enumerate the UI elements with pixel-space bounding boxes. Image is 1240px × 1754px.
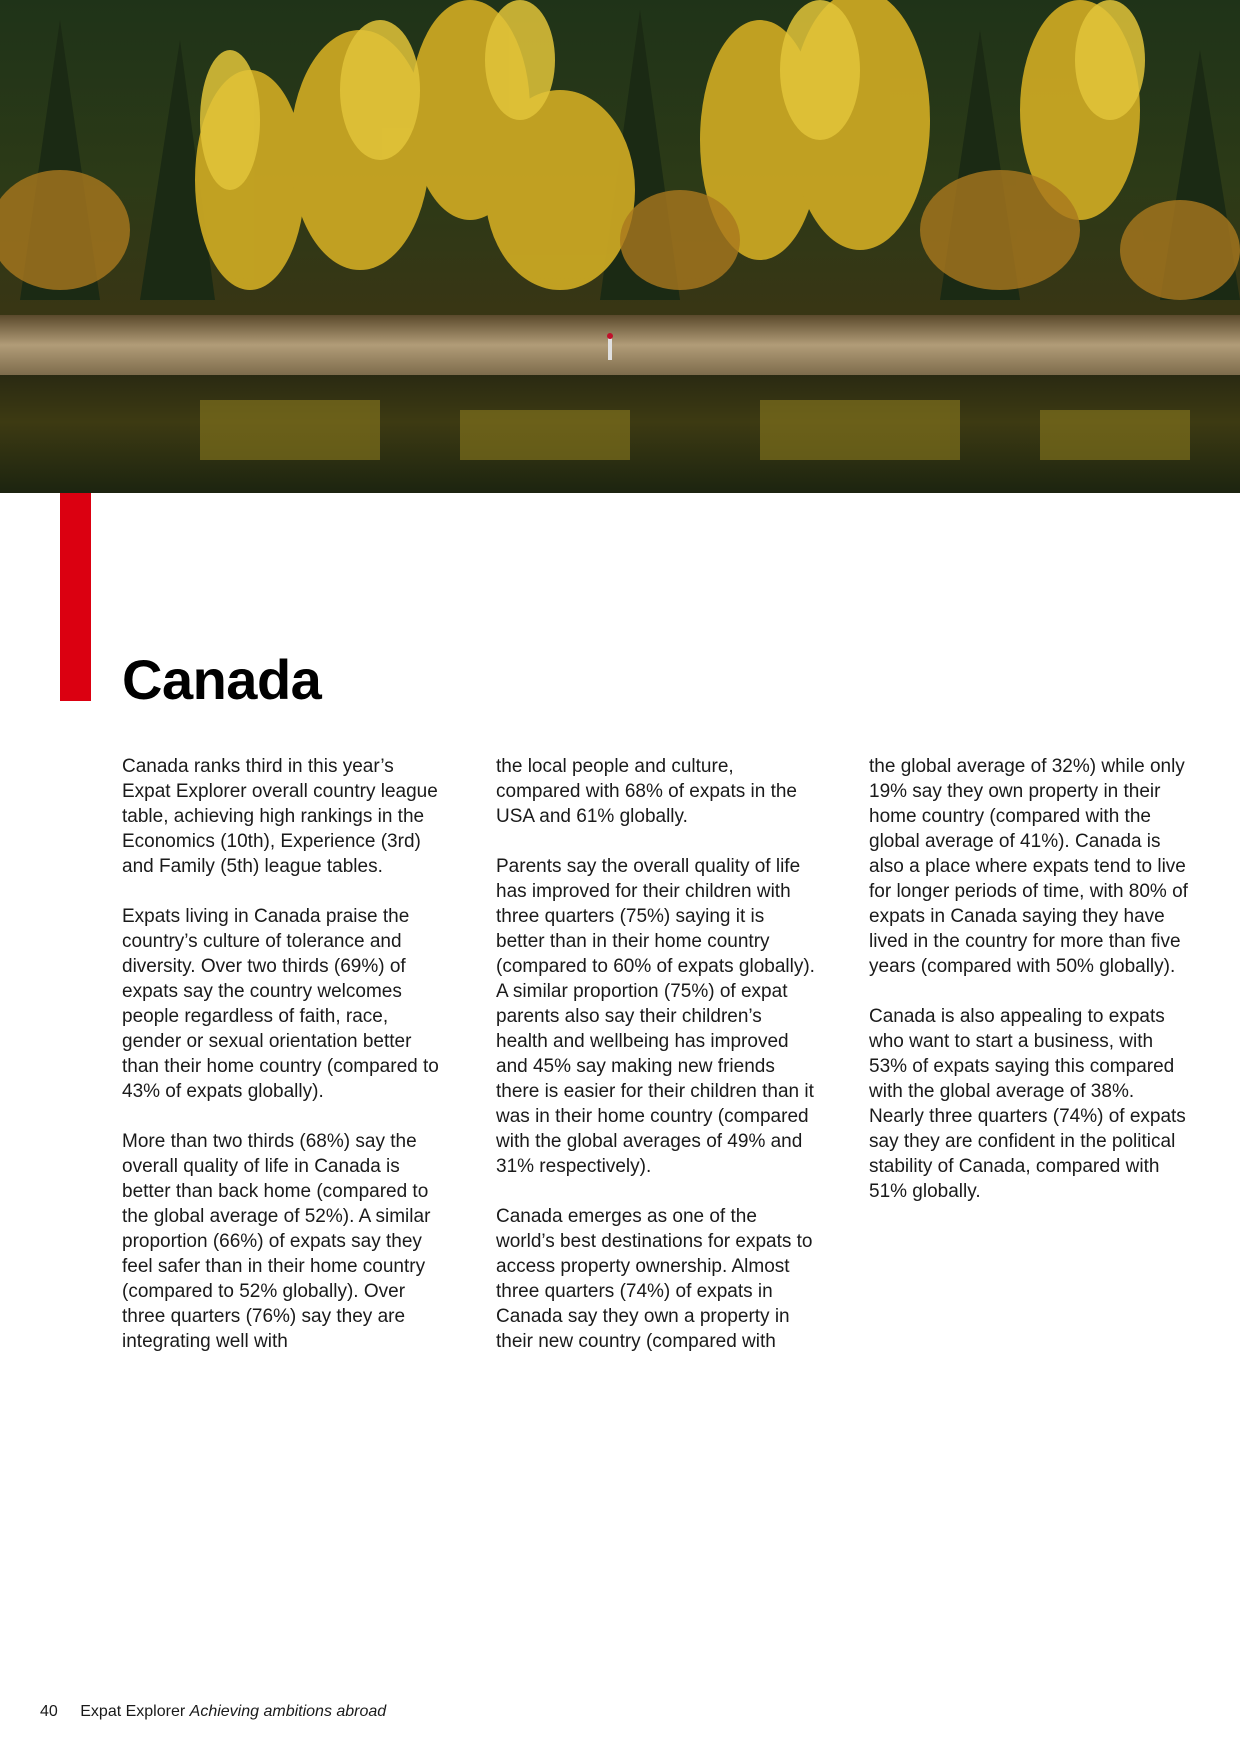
text-column-1	[122, 754, 442, 1379]
paragraph: Canada is also appealing to expats who want to start a business, with 53% of expats saying this compared with the global average of 38%. Nearly three quarters (74%) of expats say they are confident in the political stability of Canada, compared with 51% globally.	[869, 1006, 1186, 1202]
publication-subtitle: Achieving ambitions abroad	[189, 1703, 387, 1720]
text-column-3	[869, 754, 1189, 1229]
hero-photo	[0, 0, 1240, 493]
paragraph: Canada ranks third in this year’s Expat Explorer overall country league table, achieving high rankings in the Economics (10th), Experience (3rd) and Family (5th) league tables.	[122, 756, 438, 877]
page-number: 40	[40, 1703, 58, 1720]
paragraph: Expats living in Canada praise the country’s culture of tolerance and diversity. Over two thirds (69%) of expats say the country welcomes people regardless of faith, race, gender or sexual orientation better than their home country (compared to 43% of expats globally).	[122, 906, 439, 1102]
publication-name: Expat Explorer	[80, 1703, 186, 1720]
paragraph: the global average of 32%) while only 19% say they own property in their home country (compared with the global average of 41%). Canada is also a place where expats tend to live for longer periods of time, with 80% of expats in Canada saying they have lived in the country for more than five years (compared with 50% globally).	[869, 756, 1188, 977]
paragraph: Canada emerges as one of the world’s best destinations for expats to access property ownership. Almost three quarters (74%) of expats in Canada say they own a property in their new country (compared with	[496, 1206, 813, 1352]
paragraph: Parents say the overall quality of life has improved for their children with three quarters (75%) saying it is better than in their home country (compared to 60% of expats globally). A similar proportion (75%) of expat parents also say their children’s health and wellbeing has improved and 45% say making new friends there is easier for their children than it was in their home country (compared with the global averages of 49% and 31% respectively).	[496, 856, 815, 1177]
page-title: Canada	[122, 648, 322, 711]
accent-bar	[60, 493, 91, 701]
paragraph: More than two thirds (68%) say the overall quality of life in Canada is better than back home (compared to the global average of 52%). A similar proportion (66%) of expats say they feel safer than in their home country (compared to 52% globally). Over three quarters (76%) say they are integrating well with	[122, 1131, 431, 1352]
paragraph: the local people and culture, compared with 68% of expats in the USA and 61% globally.	[496, 756, 798, 827]
page-footer	[40, 1701, 386, 1723]
text-column-2	[496, 754, 816, 1379]
